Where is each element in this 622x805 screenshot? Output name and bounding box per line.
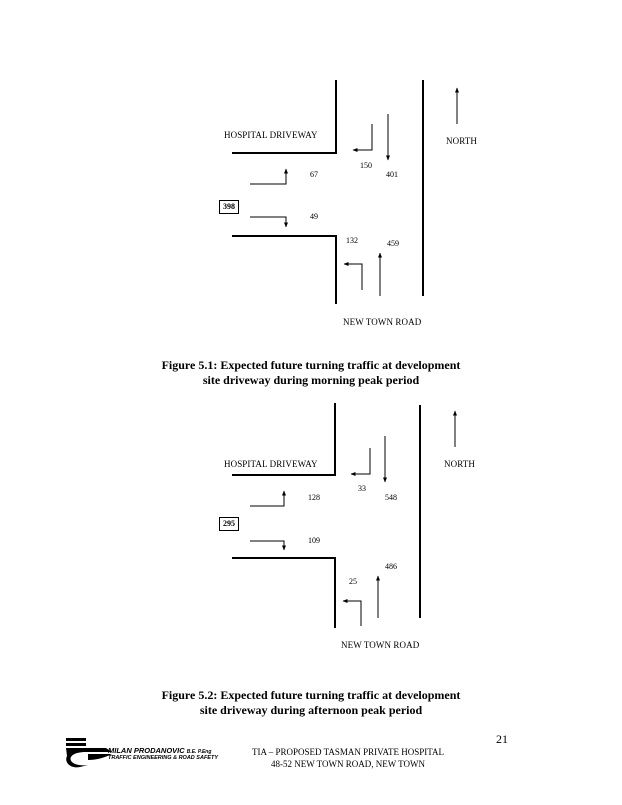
- figure2-arrow-driveway-in-right: [250, 541, 284, 550]
- logo-tagline: TRAFFIC ENGINEERING & ROAD SAFETY: [108, 755, 219, 761]
- figure2-vol-south-through: 548: [385, 493, 397, 502]
- figure1-vol-north-through: 459: [387, 239, 399, 248]
- figure1-caption: [0, 358, 622, 388]
- company-logo: [66, 736, 246, 770]
- figure2-driveway-south-kerb: [232, 558, 335, 628]
- figure1-vol-driveway-in-right: 49: [310, 212, 318, 221]
- footer-line2: 48-52 NEW TOWN ROAD, NEW TOWN: [271, 759, 425, 769]
- footer-title: [230, 746, 466, 770]
- figure1-vol-south-through: 401: [386, 170, 398, 179]
- figure1-driveway-label: HOSPITAL DRIVEWAY: [224, 130, 318, 140]
- figure1-arrow-driveway-left-out: [250, 169, 286, 184]
- logo-suffix: B.E. P.Eng: [186, 749, 212, 755]
- figure2-road-label: NEW TOWN ROAD: [341, 640, 420, 650]
- figure1-roads: [232, 80, 423, 304]
- figure1-caption-line1: Figure 5.1: Expected future turning traffic at development: [161, 358, 461, 372]
- figure2-arrow-driveway-left-out: [250, 491, 284, 506]
- figure1-driveway-north-kerb: [232, 80, 336, 153]
- figure1-total-entering-box: 398: [219, 200, 239, 214]
- page-number: 21: [496, 732, 508, 746]
- figure2-arrow-south-left-in: [351, 448, 370, 474]
- figure2-north-label: NORTH: [444, 459, 475, 469]
- figure1-arrow-driveway-in-right: [250, 217, 286, 227]
- figure1-arrow-south-left-in: [353, 124, 372, 150]
- figure1-arrows: [250, 88, 457, 296]
- figure2-driveway-label: HOSPITAL DRIVEWAY: [224, 459, 318, 469]
- figure1-vol-south-left-in: 150: [360, 161, 372, 170]
- figure2-arrows: [250, 411, 455, 626]
- figure2-caption: [0, 688, 622, 718]
- figure1-driveway-south-kerb: [232, 236, 336, 304]
- figure2-caption-line1: Figure 5.2: Expected future turning traffic at development: [161, 688, 461, 702]
- figure2-vol-north-right-in: 25: [349, 577, 357, 586]
- figure2-arrow-north-right-in: [343, 601, 361, 626]
- footer-line1: TIA – PROPOSED TASMAN PRIVATE HOSPITAL: [251, 747, 444, 757]
- figure2-vol-driveway-left-out: 128: [308, 493, 320, 502]
- figure1-arrow-north-right-in: [344, 264, 362, 290]
- figure1-vol-north-right-in: 132: [346, 236, 358, 245]
- figure2-roads: [232, 403, 420, 628]
- figure1-road-label: NEW TOWN ROAD: [343, 317, 422, 327]
- figure2-caption-line2: site driveway during afternoon peak period: [199, 703, 423, 717]
- figure2-total-entering-box: 295: [219, 517, 239, 531]
- figure2-vol-south-left-in: 33: [358, 484, 366, 493]
- figure1-vol-driveway-left-out: 67: [310, 170, 318, 179]
- figure2-vol-driveway-in-right: 109: [308, 536, 320, 545]
- logo-name: MILAN PRODANOVIC: [108, 746, 185, 755]
- figure1-north-label: NORTH: [446, 136, 477, 146]
- figure2-vol-north-through: 486: [385, 562, 397, 571]
- figure1-caption-line2: site driveway during morning peak period: [202, 373, 420, 387]
